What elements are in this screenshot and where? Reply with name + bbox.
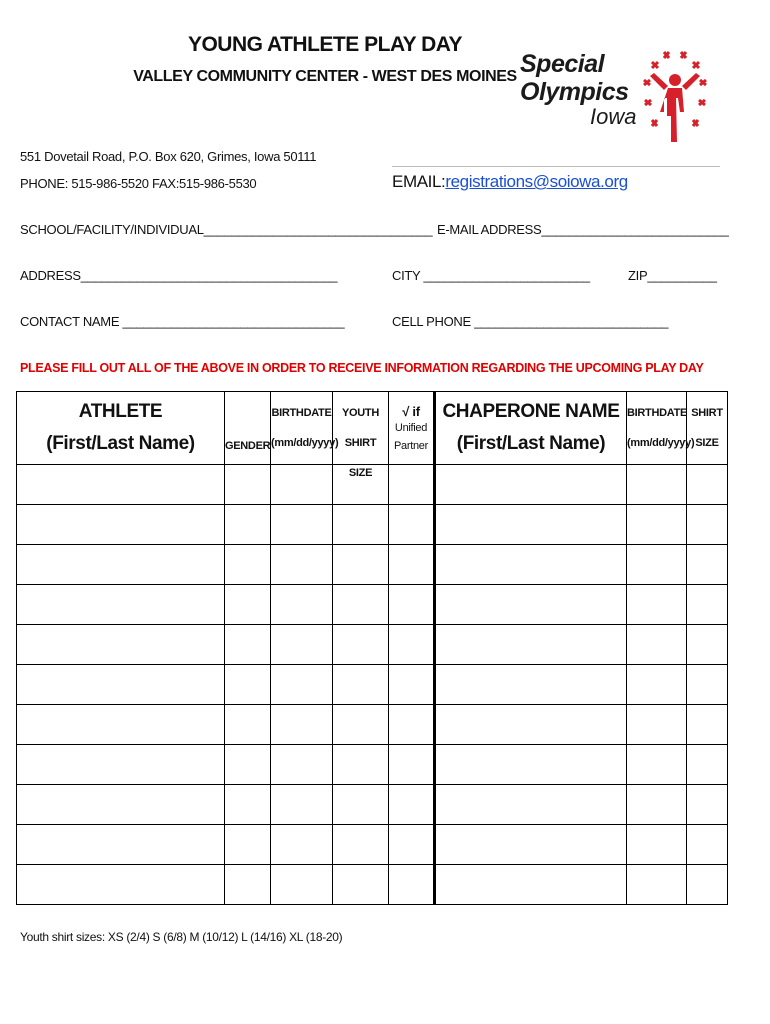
school-field[interactable]: SCHOOL/FACILITY/INDIVIDUAL_________________________________	[20, 222, 433, 237]
table-cell[interactable]	[627, 665, 687, 705]
table-cell[interactable]	[435, 625, 627, 665]
table-cell[interactable]	[687, 545, 728, 585]
birthdate-header	[271, 392, 339, 465]
form-title: YOUNG ATHLETE PLAY DAY	[187, 33, 463, 56]
table-cell[interactable]	[627, 825, 687, 865]
table-cell[interactable]	[225, 785, 271, 825]
table-cell[interactable]	[435, 705, 627, 745]
table-row	[17, 505, 728, 545]
table-cell[interactable]	[389, 545, 435, 585]
table-cell[interactable]	[435, 785, 627, 825]
table-cell[interactable]	[17, 785, 225, 825]
email-address-field[interactable]: E-MAIL ADDRESS___________________________	[437, 222, 729, 237]
birthdate-format: (mm/dd/yyyy)	[271, 437, 339, 449]
table-cell[interactable]	[225, 665, 271, 705]
logo-line-1: Special	[520, 50, 605, 78]
table-cell[interactable]	[389, 785, 435, 825]
table-cell[interactable]	[17, 825, 225, 865]
table-cell[interactable]	[389, 585, 435, 625]
table-row	[17, 785, 728, 825]
table-cell[interactable]	[627, 585, 687, 625]
size-label: SIZE	[695, 437, 719, 449]
table-cell[interactable]	[333, 505, 389, 545]
table-cell[interactable]	[435, 585, 627, 625]
table-cell[interactable]	[225, 865, 271, 905]
table-cell[interactable]	[389, 465, 435, 505]
table-cell[interactable]	[333, 865, 389, 905]
table-row	[17, 705, 728, 745]
youth-label: YOUTH	[341, 407, 379, 419]
table-cell[interactable]	[225, 625, 271, 665]
table-cell[interactable]	[435, 665, 627, 705]
table-cell[interactable]	[435, 865, 627, 905]
org-phone-fax: PHONE: 515-986-5520 FAX:515-986-5530	[20, 176, 257, 191]
unified-partner-header	[389, 392, 435, 465]
table-cell[interactable]	[271, 865, 333, 905]
table-cell[interactable]	[627, 465, 687, 505]
special-olympics-figure-icon	[640, 46, 710, 151]
table-row	[17, 665, 728, 705]
table-cell[interactable]	[687, 825, 728, 865]
table-cell[interactable]	[17, 545, 225, 585]
table-cell[interactable]	[271, 585, 333, 625]
shirt-size-header	[687, 392, 728, 465]
table-cell[interactable]	[271, 465, 333, 505]
table-cell[interactable]	[627, 625, 687, 665]
table-cell[interactable]	[271, 745, 333, 785]
shirt-size-label: SHIRT SIZE	[344, 437, 377, 479]
email-label: EMAIL:	[392, 172, 446, 191]
table-cell[interactable]	[17, 745, 225, 785]
table-cell[interactable]	[225, 745, 271, 785]
cell-phone-field[interactable]: CELL PHONE ____________________________	[392, 314, 669, 329]
chap-birthdate-format: (mm/dd/yyyy)	[627, 437, 695, 449]
partner-label: Partner	[394, 440, 428, 452]
table-cell[interactable]	[225, 825, 271, 865]
table-body	[17, 465, 728, 905]
table-cell[interactable]	[435, 545, 627, 585]
table-cell[interactable]	[687, 505, 728, 545]
table-cell[interactable]	[225, 705, 271, 745]
table-cell[interactable]	[271, 825, 333, 865]
chaperone-header-line2: (First/Last Name)	[456, 433, 606, 454]
table-row	[17, 825, 728, 865]
table-cell[interactable]	[687, 785, 728, 825]
table-cell[interactable]	[225, 585, 271, 625]
table-cell[interactable]	[389, 705, 435, 745]
table-row	[17, 625, 728, 665]
table-cell[interactable]	[389, 665, 435, 705]
table-row	[17, 745, 728, 785]
table-cell[interactable]	[435, 505, 627, 545]
table-cell[interactable]	[389, 745, 435, 785]
table-cell[interactable]	[687, 705, 728, 745]
athlete-header	[17, 392, 225, 465]
logo-line-2: Olympics	[520, 78, 629, 106]
table-cell[interactable]	[333, 745, 389, 785]
table-cell[interactable]	[17, 665, 225, 705]
gender-header: GENDER	[225, 392, 271, 465]
table-row	[17, 545, 728, 585]
notice-text: PLEASE FILL OUT ALL OF THE ABOVE IN ORDER TO RECEIVE INFORMATION REGARDING THE UPCOMING PLAY DAY	[20, 361, 704, 375]
email-line	[392, 172, 628, 192]
table-cell[interactable]	[225, 545, 271, 585]
table-header-row	[17, 392, 728, 465]
table-cell[interactable]	[389, 505, 435, 545]
unified-label: Unified	[394, 422, 428, 434]
table-cell[interactable]	[17, 865, 225, 905]
table-cell[interactable]	[17, 465, 225, 505]
unified-check: √ if	[402, 404, 420, 419]
table-cell[interactable]	[17, 505, 225, 545]
table-cell[interactable]	[627, 545, 687, 585]
shirt-size-footnote: Youth shirt sizes: XS (2/4) S (6/8) M (10/12) L (14/16) XL (18-20)	[20, 930, 343, 944]
table-cell[interactable]	[435, 745, 627, 785]
table-cell[interactable]	[687, 665, 728, 705]
table-cell[interactable]	[271, 785, 333, 825]
chap-birthdate-header	[627, 392, 695, 465]
table-cell[interactable]	[225, 505, 271, 545]
table-cell[interactable]	[627, 785, 687, 825]
logo-line-3: Iowa	[590, 104, 637, 129]
table-cell[interactable]	[389, 625, 435, 665]
chaperone-header-line1: CHAPERONE NAME	[442, 400, 620, 422]
table-cell[interactable]	[17, 625, 225, 665]
table-cell[interactable]	[333, 665, 389, 705]
city-field[interactable]: CITY ________________________	[392, 268, 590, 283]
address-field[interactable]: ADDRESS_____________________________________	[20, 268, 338, 283]
chaperone-header	[435, 392, 627, 465]
table-row	[17, 585, 728, 625]
chap-birthdate-label: BIRTHDATE	[627, 407, 688, 419]
table-cell[interactable]	[687, 745, 728, 785]
table-cell[interactable]	[333, 545, 389, 585]
table-cell[interactable]	[333, 585, 389, 625]
table-cell[interactable]	[333, 625, 389, 665]
table-cell[interactable]	[627, 705, 687, 745]
table-cell[interactable]	[687, 625, 728, 665]
contact-name-field[interactable]: CONTACT NAME ________________________________	[20, 314, 345, 329]
table-cell[interactable]	[435, 465, 627, 505]
shirt-label: SHIRT	[691, 407, 723, 419]
table-cell[interactable]	[333, 705, 389, 745]
org-address: 551 Dovetail Road, P.O. Box 620, Grimes, Iowa 50111	[20, 149, 317, 164]
athlete-header-line2: (First/Last Name)	[46, 433, 195, 454]
athlete-header-line1: ATHLETE	[78, 400, 163, 422]
table-cell[interactable]	[17, 705, 225, 745]
table-cell[interactable]	[627, 865, 687, 905]
table-cell[interactable]	[333, 825, 389, 865]
table-cell[interactable]	[435, 825, 627, 865]
table-cell[interactable]	[627, 505, 687, 545]
zip-field[interactable]: ZIP__________	[628, 268, 717, 283]
table-cell[interactable]	[389, 865, 435, 905]
table-cell[interactable]	[687, 465, 728, 505]
table-cell[interactable]	[271, 665, 333, 705]
email-link[interactable]: registrations@soiowa.org	[445, 172, 628, 191]
table-cell[interactable]	[687, 585, 728, 625]
special-olympics-logo	[520, 52, 636, 128]
table-cell[interactable]	[271, 625, 333, 665]
table-cell[interactable]	[271, 705, 333, 745]
table-cell[interactable]	[271, 505, 333, 545]
table-cell[interactable]	[271, 545, 333, 585]
table-cell[interactable]	[687, 865, 728, 905]
table-cell[interactable]	[627, 745, 687, 785]
youth-shirt-header	[333, 392, 389, 479]
table-row	[17, 865, 728, 905]
table-cell[interactable]	[17, 585, 225, 625]
registration-table	[16, 391, 728, 905]
birthdate-label: BIRTHDATE	[271, 407, 332, 419]
table-cell[interactable]	[225, 465, 271, 505]
form-subtitle: VALLEY COMMUNITY CENTER - WEST DES MOINES	[133, 68, 517, 85]
divider	[392, 166, 720, 167]
table-cell[interactable]	[389, 825, 435, 865]
table-cell[interactable]	[333, 785, 389, 825]
